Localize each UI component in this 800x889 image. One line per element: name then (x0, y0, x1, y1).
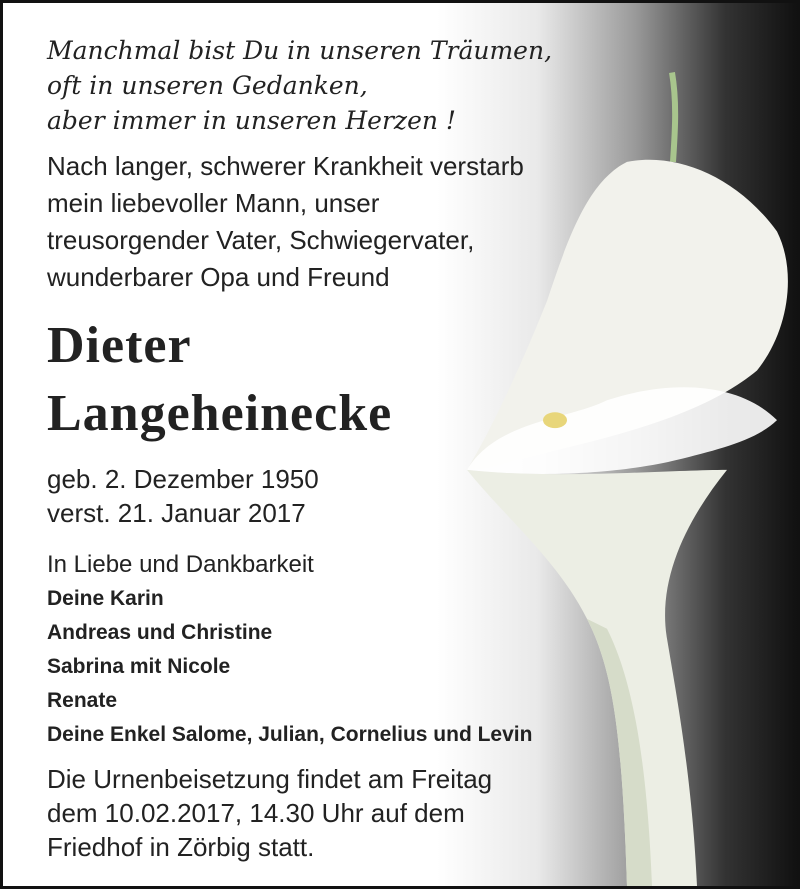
last-name: Langeheinecke (47, 385, 393, 442)
quote-line: oft in unseren Gedanken, (47, 71, 368, 100)
mourner-name: Deine Karin (47, 587, 164, 610)
mourner-name: Sabrina mit Nicole (47, 655, 231, 678)
mourner-name: Andreas und Christine (47, 621, 273, 644)
death-announcement (47, 148, 567, 296)
burial-line: Friedhof in Zörbig statt. (47, 832, 315, 862)
mourners-lead: In Liebe und Dankbarkeit (47, 551, 314, 578)
memorial-quote (47, 33, 567, 138)
life-dates (47, 462, 567, 530)
quote-line: Manchmal bist Du in unseren Träumen, (47, 36, 553, 65)
burial-info (47, 762, 567, 864)
first-name: Dieter (47, 317, 192, 374)
mourner-name: Renate (47, 689, 118, 712)
text-column (47, 33, 567, 864)
mourner-name: Deine Enkel Salome, Julian, Cornelius und Levin (47, 723, 533, 746)
intro-line: mein liebevoller Mann, unser (47, 188, 380, 218)
intro-line: wunderbarer Opa und Freund (47, 262, 390, 292)
birth-date: geb. 2. Dezember 1950 (47, 464, 319, 494)
burial-line: dem 10.02.2017, 14.30 Uhr auf dem (47, 798, 465, 828)
death-date: verst. 21. Januar 2017 (47, 498, 306, 528)
deceased-name (47, 312, 567, 448)
intro-line: treusorgender Vater, Schwiegervater, (47, 225, 475, 255)
mourners-list (47, 548, 567, 752)
burial-line: Die Urnenbeisetzung findet am Freitag (47, 764, 493, 794)
intro-line: Nach langer, schwerer Krankheit verstarb (47, 151, 524, 181)
quote-line: aber immer in unseren Herzen ! (47, 106, 456, 135)
